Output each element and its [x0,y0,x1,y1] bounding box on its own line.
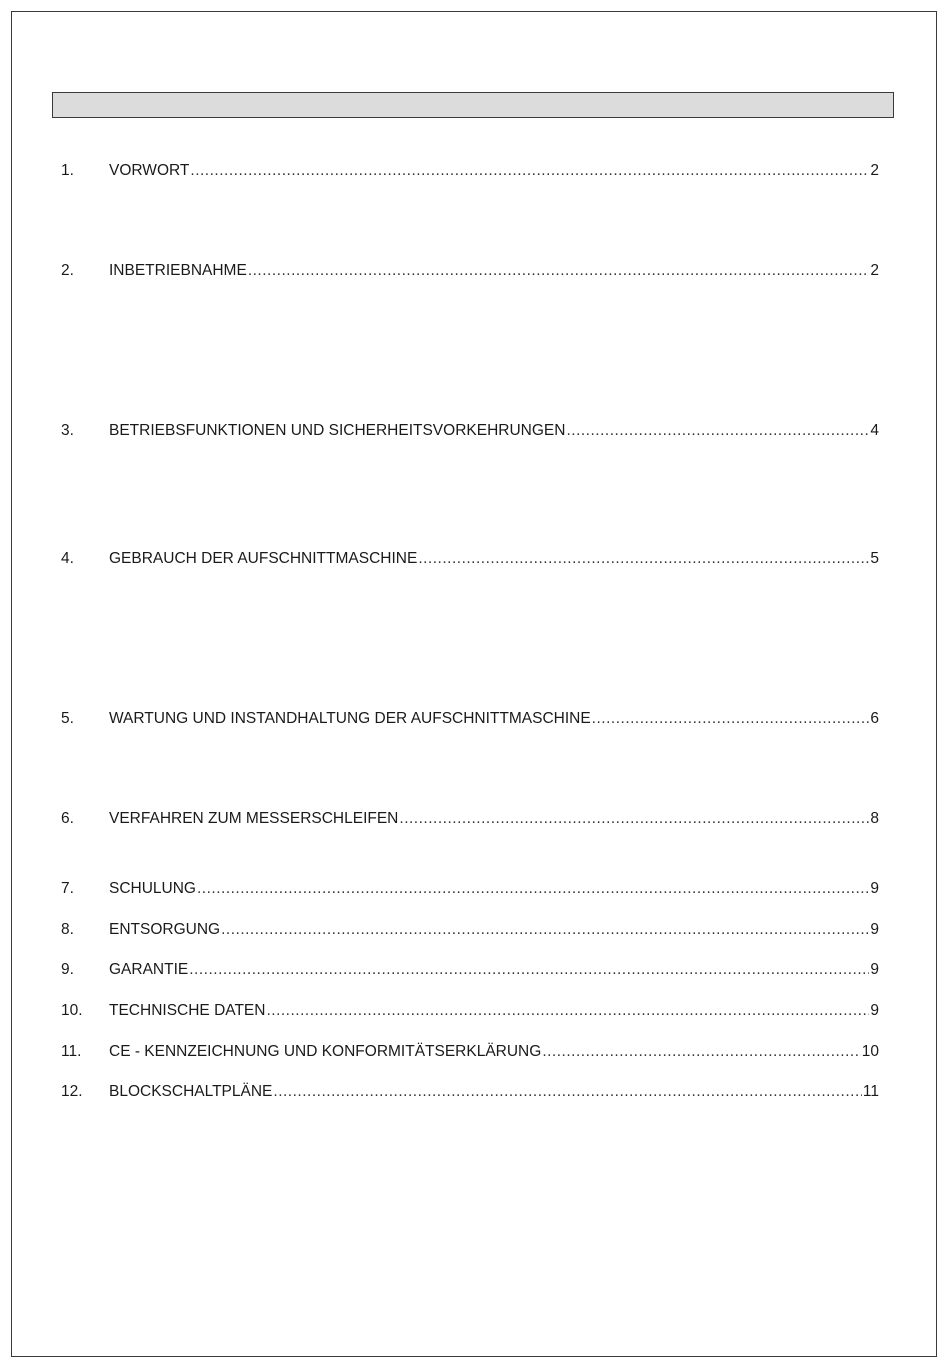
toc-leader-dots [542,1041,860,1063]
toc-leader-dots [221,919,869,941]
toc-page-number: 6 [870,710,879,727]
toc-title: TECHNISCHE DATEN [109,1002,266,1019]
toc-entry-3[interactable] [61,420,879,442]
toc-title: WARTUNG UND INSTANDHALTUNG DER AUFSCHNITTMASCHINE [109,710,591,727]
toc-title: ENTSORGUNG [109,921,221,938]
toc-number: 5. [61,710,74,727]
toc-leader-dots [418,548,869,570]
toc-entry-8[interactable] [61,919,879,941]
toc-number: 9. [61,961,74,978]
toc-title: GARANTIE [109,961,189,978]
toc-page-number: 11 [862,1083,879,1100]
toc-page-number: 9 [870,921,879,938]
toc-page-number: 5 [870,550,879,567]
toc-entry-5[interactable] [61,708,879,730]
toc-title: INBETRIEBNAHME [109,262,247,279]
toc-number: 2. [61,262,74,279]
toc-page-number: 2 [870,262,879,279]
toc-leader-dots [248,260,870,282]
toc-title: VORWORT [109,162,190,179]
toc-page-number: 2 [870,162,879,179]
toc-page-number: 4 [870,422,879,439]
toc-leader-dots [399,808,869,830]
toc-entry-7[interactable] [61,878,879,900]
toc-entry-11[interactable] [61,1041,879,1063]
toc-page-number: 10 [861,1043,879,1060]
toc-number: 8. [61,921,74,938]
toc-entry-4[interactable] [61,548,879,570]
toc-leader-dots [266,1000,869,1022]
toc-page-number: 9 [870,1002,879,1019]
toc-number: 10. [61,1002,83,1019]
toc-leader-dots [592,708,870,730]
toc-title: GEBRAUCH DER AUFSCHNITTMASCHINE [109,550,418,567]
toc-title: CE - KENNZEICHNUNG UND KONFORMITÄTSERKLÄRUNG [109,1043,542,1060]
toc-leader-dots [189,959,869,981]
toc-title: BLOCKSCHALTPLÄNE [109,1083,273,1100]
toc-number: 6. [61,810,74,827]
title-bar [52,92,894,118]
toc-number: 11. [61,1043,82,1060]
toc-number: 12. [61,1083,83,1100]
toc-title: VERFAHREN ZUM MESSERSCHLEIFEN [109,810,399,827]
toc-number: 1. [61,162,74,179]
toc-entry-10[interactable] [61,1000,879,1022]
toc-entry-9[interactable] [61,959,879,981]
toc-page-number: 9 [870,961,879,978]
toc-number: 4. [61,550,74,567]
toc-entry-6[interactable] [61,808,879,830]
toc-leader-dots [566,420,869,442]
toc-title: SCHULUNG [109,880,196,897]
toc-number: 3. [61,422,74,439]
toc-leader-dots [197,878,869,900]
toc-page-number: 8 [870,810,879,827]
page-frame [11,11,937,1357]
toc-leader-dots [190,160,869,182]
toc-leader-dots [273,1081,862,1103]
toc-number: 7. [61,880,74,897]
toc-page-number: 9 [870,880,879,897]
toc-entry-12[interactable] [61,1081,879,1103]
toc-title: BETRIEBSFUNKTIONEN UND SICHERHEITSVORKEHRUNGEN [109,422,566,439]
toc-entry-1[interactable] [61,160,879,182]
toc-entry-2[interactable] [61,260,879,282]
